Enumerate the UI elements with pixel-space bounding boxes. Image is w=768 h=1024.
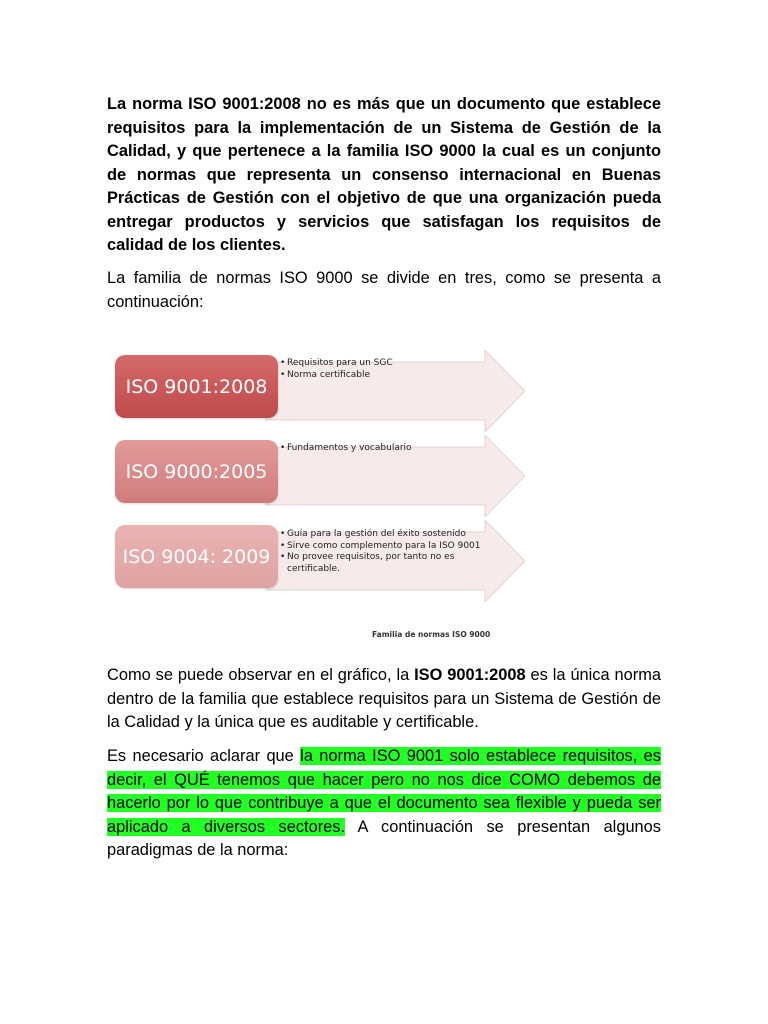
bullet-item: • Norma certificable bbox=[280, 370, 490, 382]
iso-family-diagram bbox=[115, 345, 535, 605]
iso-9001-box: ISO 9001:2008 bbox=[115, 355, 278, 418]
iso-9000-bullets bbox=[280, 443, 490, 455]
bullet-item: • Requisitos para un SGC bbox=[280, 358, 490, 370]
iso-9004-bullets bbox=[280, 529, 490, 575]
intro-paragraph: La norma ISO 9001:2008 no es más que un documento que establece requisitos para la implementación de un Sistema de Gestión de la Calidad, y que pertenece a la familia ISO 9000 la cual es un conjunto de normas que representa un consenso internacional en Buenas Prácticas de Gestión con el objetivo de que una organización pueda entregar productos y servicios que satisfagan los requisitos de calidad de los clientes. bbox=[107, 95, 661, 254]
iso-9004-box: ISO 9004: 2009 bbox=[115, 525, 278, 588]
diagram-caption: Familia de normas ISO 9000 bbox=[372, 630, 491, 639]
highlighted-text: la norma ISO 9001 solo establece requisitos, es decir, el QUÉ tenemos que hacer pero no nos dice COMO debemos de hacerlo por lo que contribuye a que el documento sea flexible y pueda ser aplicado a diversos sectores. bbox=[107, 747, 661, 836]
observe-text-pre: Como se puede observar en el gráfico, la bbox=[107, 666, 415, 684]
bullet-item: • Guía para la gestión del éxito sostenido bbox=[280, 529, 490, 541]
family-intro-paragraph: La familia de normas ISO 9000 se divide en tres, como se presenta a continuación: bbox=[107, 269, 661, 311]
bullet-item: • Fundamentos y vocabulario bbox=[280, 443, 490, 455]
observe-paragraph bbox=[107, 664, 661, 735]
clarify-text-pre: Es necesario aclarar que bbox=[107, 747, 301, 765]
observe-text-post: es la única norma dentro de la familia que establece requisitos para un Sistema de Gestión de la Calidad y la única que es auditable y certificable. bbox=[107, 666, 661, 731]
bullet-item: • No provee requisitos, por tanto no es certificable. bbox=[280, 552, 490, 575]
clarify-text-post: A continuación se presentan algunos paradigmas de la norma: bbox=[107, 817, 661, 859]
observe-text-bold: ISO 9001:2008 bbox=[414, 666, 526, 684]
clarify-paragraph bbox=[107, 745, 661, 863]
bullet-item: • Sirve como complemento para la ISO 9001 bbox=[280, 541, 490, 553]
iso-9001-bullets bbox=[280, 358, 490, 381]
iso-9000-box: ISO 9000:2005 bbox=[115, 440, 278, 503]
